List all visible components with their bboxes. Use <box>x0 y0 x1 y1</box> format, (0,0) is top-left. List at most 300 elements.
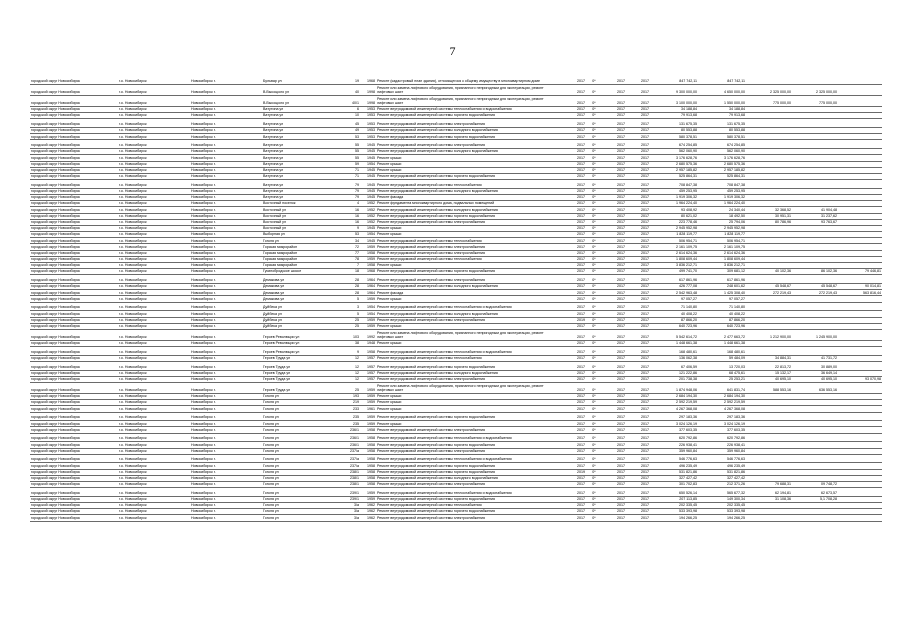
cell-street: Гоголя ул <box>262 491 342 497</box>
cell-settlement: г.о. Новосибирск <box>118 128 190 134</box>
cell-locality: Новосибирск г. <box>190 383 262 394</box>
cell-ys: 2017 <box>602 149 626 155</box>
cell-settlement: г.о. Новосибирск <box>118 406 190 412</box>
cell-v1: 40 408,22 <box>698 311 746 317</box>
cell-v1: 562 060,90 <box>698 149 746 155</box>
cell-ys: 2017 <box>602 173 626 179</box>
cell-y1: 2017 <box>556 201 586 207</box>
cell-year: 1958 <box>360 350 376 356</box>
cell-district: городской округ Новосибирск <box>30 284 118 290</box>
cell-district: городской округ Новосибирск <box>30 128 118 134</box>
table-row <box>30 329 882 340</box>
cell-work: Ремонт или замена лифтового оборудования, признанного непригодным для эксплуатации, ремонт лифтовых шахт <box>376 329 556 340</box>
cell-total: 80 621,02 <box>650 213 698 219</box>
cell-y1: 2017 <box>556 305 586 311</box>
cell-total: 640 723,96 <box>650 323 698 329</box>
cell-street: Восточный ул <box>262 207 342 213</box>
cell-total: 847 742,11 <box>650 74 698 85</box>
cell-v1: 1 964 224,40 <box>698 201 746 207</box>
cell-v1: 80 553,88 <box>698 128 746 134</box>
cell-v1: 617 861,96 <box>698 278 746 284</box>
cell-locality: Новосибирск г. <box>190 394 262 400</box>
cell-y1: 2017 <box>556 436 586 442</box>
cell-v3: 45 548,67 <box>792 284 838 290</box>
cell-v1: 24 340,44 <box>698 207 746 213</box>
cell-total: 426 777,08 <box>650 284 698 290</box>
cell-locality: Новосибирск г. <box>190 311 262 317</box>
cell-district: городской округ Новосибирск <box>30 496 118 502</box>
cell-street: Гоголя ул <box>262 238 342 244</box>
cell-year: 1953 <box>360 107 376 113</box>
cell-v2: 775 000,00 <box>746 96 792 107</box>
cell-ye: 2017 <box>626 244 650 250</box>
cell-flag: 0* <box>586 284 602 290</box>
cell-total: 359 960,84 <box>650 448 698 454</box>
cell-district: городской округ Новосибирск <box>30 503 118 509</box>
cell-v3: 41 731,72 <box>792 355 838 361</box>
cell-y1: 2017 <box>556 296 586 302</box>
cell-year: 1945 <box>360 238 376 244</box>
cell-locality: Новосибирск г. <box>190 448 262 454</box>
cell-v1: 4 650 000,00 <box>698 85 746 96</box>
cell-total: 9 300 000,00 <box>650 85 698 96</box>
cell-total: 80 553,88 <box>650 128 698 134</box>
cell-total: 2 161 109,75 <box>650 244 698 250</box>
cell-work: Ремонт внутридомовой инженерной системы горячего водоснабжения <box>376 442 556 448</box>
cell-ye: 2017 <box>626 269 650 275</box>
cell-settlement: г.о. Новосибирск <box>118 225 190 231</box>
cell-locality: Новосибирск г. <box>190 317 262 323</box>
cell-y1: 2017 <box>556 213 586 219</box>
cell-ys: 2017 <box>602 122 626 128</box>
cell-ye: 2017 <box>626 155 650 161</box>
cell-flag: 0* <box>586 256 602 262</box>
cell-ys: 2017 <box>602 194 626 200</box>
cell-ys: 2017 <box>602 278 626 284</box>
cell-locality: Новосибирск г. <box>190 305 262 311</box>
cell-settlement: г.о. Новосибирск <box>118 481 190 487</box>
cell-locality: Новосибирск г. <box>190 406 262 412</box>
cell-district: городской округ Новосибирск <box>30 167 118 173</box>
cell-street: Ватутина ул <box>262 134 342 140</box>
cell-house: 5 <box>342 311 360 317</box>
cell-street: Ватутина ул <box>262 128 342 134</box>
cell-ye: 2017 <box>626 219 650 225</box>
cell-district: городской округ Новосибирск <box>30 311 118 317</box>
cell-y1: 2017 <box>556 340 586 346</box>
cell-ys: 2017 <box>602 219 626 225</box>
cell-v3: 93 763,67 <box>792 219 838 225</box>
cell-y1: 2017 <box>556 134 586 140</box>
cell-locality: Новосибирск г. <box>190 183 262 189</box>
cell-flag: 0* <box>586 296 602 302</box>
cell-settlement: г.о. Новосибирск <box>118 469 190 475</box>
cell-street: Гоголя ул <box>262 406 342 412</box>
cell-total: 71 140,80 <box>650 305 698 311</box>
cell-v1: 1 448 661,38 <box>698 340 746 346</box>
cell-locality: Новосибирск г. <box>190 469 262 475</box>
cell-ye: 2017 <box>626 323 650 329</box>
cell-work: Ремонт внутридомовой инженерной системы теплоснабжения <box>376 183 556 189</box>
cell-v2: 80 786,96 <box>746 219 792 225</box>
cell-district: городской округ Новосибирск <box>30 448 118 454</box>
cell-y1: 2017 <box>556 329 586 340</box>
cell-work: Ремонт внутридомовой инженерной системы теплоснабжения <box>376 503 556 509</box>
cell-district: городской округ Новосибирск <box>30 317 118 323</box>
cell-flag: 0* <box>586 329 602 340</box>
cell-street: Демакова ул <box>262 278 342 284</box>
cell-ys: 2017 <box>602 74 626 85</box>
cell-locality: Новосибирск г. <box>190 263 262 269</box>
cell-year: 1959 <box>360 421 376 427</box>
cell-y1: 2017 <box>556 421 586 427</box>
cell-work: Ремонт крыши <box>376 406 556 412</box>
cell-ys: 2017 <box>602 128 626 134</box>
cell-year: 1962 <box>360 503 376 509</box>
cell-year: 1952 <box>360 201 376 207</box>
cell-v1: 4 267 368,08 <box>698 406 746 412</box>
cell-ys: 2017 <box>602 107 626 113</box>
cell-y1: 2017 <box>556 278 586 284</box>
cell-locality: Новосибирск г. <box>190 269 262 275</box>
cell-district: городской округ Новосибирск <box>30 415 118 421</box>
cell-work: Ремонт внутридомовой инженерной системы теплоснабжения <box>376 256 556 262</box>
cell-work: Ремонт внутридомовой инженерной системы горячего водоснабжения <box>376 134 556 140</box>
cell-flag: 0* <box>586 207 602 213</box>
cell-v3 <box>792 515 838 521</box>
cell-year: 1962 <box>360 515 376 521</box>
cell-locality: Новосибирск г. <box>190 232 262 238</box>
cell-street: Дуйбека ул <box>262 305 342 311</box>
cell-district: городской округ Новосибирск <box>30 394 118 400</box>
cell-ys: 2017 <box>602 376 626 382</box>
cell-ys: 2017 <box>602 442 626 448</box>
cell-v1: 2 945 952,98 <box>698 225 746 231</box>
cell-settlement: г.о. Новосибирск <box>118 515 190 521</box>
cell-house: 59 <box>342 161 360 167</box>
cell-locality: Новосибирск г. <box>190 323 262 329</box>
cell-work: Ремонт внутридомовой инженерной системы теплоснабжения <box>376 355 556 361</box>
cell-district: городской округ Новосибирск <box>30 515 118 521</box>
cell-flag: 0* <box>586 213 602 219</box>
cell-house: 53 <box>342 232 360 238</box>
cell-v1: 68 475,61 <box>698 370 746 376</box>
cell-flag: 0* <box>586 448 602 454</box>
cell-district: городской округ Новосибирск <box>30 134 118 140</box>
cell-year: 1959 <box>360 323 376 329</box>
cell-settlement: г.о. Новосибирск <box>118 263 190 269</box>
cell-flag: 0* <box>586 263 602 269</box>
cell-flag: 0* <box>586 173 602 179</box>
cell-street: Восточный ул <box>262 219 342 225</box>
cell-settlement: г.о. Новосибирск <box>118 323 190 329</box>
cell-v1: 640 723,96 <box>698 323 746 329</box>
cell-house: 25 <box>342 323 360 329</box>
cell-year: 1957 <box>360 370 376 376</box>
cell-v1: 2 477 663,72 <box>698 329 746 340</box>
cell-work: Ремонт внутридомовой инженерной системы горячего водоснабжения <box>376 269 556 275</box>
cell-ye: 2017 <box>626 481 650 487</box>
cell-street: Ватутина ул <box>262 167 342 173</box>
cell-work: Ремонт внутридомовой инженерной системы электроснабжения <box>376 250 556 256</box>
cell-ye: 2017 <box>626 305 650 311</box>
cell-settlement: г.о. Новосибирск <box>118 85 190 96</box>
cell-y1: 2017 <box>556 457 586 463</box>
cell-house: 78 <box>342 256 360 262</box>
cell-v2: 272 219,43 <box>746 290 792 296</box>
cell-flag: 0* <box>586 225 602 231</box>
cell-ys: 2017 <box>602 503 626 509</box>
cell-v1: 2 957 185,82 <box>698 167 746 173</box>
cell-ye: 2017 <box>626 475 650 481</box>
cell-v1: 1 425 308,40 <box>698 290 746 296</box>
cell-total: 2 592 219,59 <box>650 400 698 406</box>
cell-ys: 2017 <box>602 269 626 275</box>
cell-ye: 2017 <box>626 463 650 469</box>
cell-street: В.Высоцкого ул <box>262 96 342 107</box>
cell-flag: 0* <box>586 317 602 323</box>
cell-v1: 79 913,68 <box>698 113 746 119</box>
cell-y1: 2017 <box>556 122 586 128</box>
cell-v1: 25 794,06 <box>698 219 746 225</box>
cell-house: 237/а <box>342 457 360 463</box>
cell-flag: 0* <box>586 311 602 317</box>
cell-v1: 1 808 609,44 <box>698 256 746 262</box>
cell-v4 <box>838 85 882 96</box>
cell-total: 708 847,38 <box>650 183 698 189</box>
cell-work: Ремонт внутридомовой инженерной системы электроснабжения <box>376 122 556 128</box>
cell-ys: 2017 <box>602 96 626 107</box>
cell-total: 40 408,22 <box>650 311 698 317</box>
cell-ys: 2017 <box>602 457 626 463</box>
cell-year: 1959 <box>360 296 376 302</box>
cell-y1: 2017 <box>556 355 586 361</box>
cell-ye: 2017 <box>626 427 650 433</box>
cell-ye: 2017 <box>626 183 650 189</box>
cell-district: городской округ Новосибирск <box>30 122 118 128</box>
cell-settlement: г.о. Новосибирск <box>118 290 190 296</box>
cell-v2: 15 132,17 <box>746 370 792 376</box>
cell-y1: 2017 <box>556 256 586 262</box>
cell-year: 1968 <box>360 269 376 275</box>
cell-v4 <box>838 515 882 521</box>
cell-year: 1958 <box>360 250 376 256</box>
cell-year: 1945 <box>360 194 376 200</box>
cell-ys: 2017 <box>602 155 626 161</box>
cell-ye: 2017 <box>626 491 650 497</box>
cell-year: 1945 <box>360 173 376 179</box>
cell-street: Дуйбека ул <box>262 317 342 323</box>
cell-v2: 62 194,81 <box>746 491 792 497</box>
cell-flag: 0* <box>586 122 602 128</box>
cell-ye: 2017 <box>626 400 650 406</box>
cell-flag: 0* <box>586 305 602 311</box>
cell-total: 2 684 194,30 <box>650 394 698 400</box>
cell-ys: 2017 <box>602 491 626 497</box>
cell-locality: Новосибирск г. <box>190 134 262 140</box>
cell-locality: Новосибирск г. <box>190 296 262 302</box>
cell-ye: 2017 <box>626 284 650 290</box>
cell-ye: 2017 <box>626 122 650 128</box>
cell-settlement: г.о. Новосибирск <box>118 448 190 454</box>
cell-flag: 0* <box>586 161 602 167</box>
cell-y1: 2017 <box>556 323 586 329</box>
cell-street: Восточный ул <box>262 225 342 231</box>
cell-v1: 168 480,61 <box>698 350 746 356</box>
cell-work: Ремонт внутридомовой инженерной системы холодного водоснабжения <box>376 475 556 481</box>
cell-house: 9 <box>342 350 360 356</box>
cell-street: Дуйбека ул <box>262 323 342 329</box>
cell-flag: 0* <box>586 406 602 412</box>
cell-v1: 1 919 306,32 <box>698 194 746 200</box>
cell-ye: 2017 <box>626 134 650 140</box>
cell-year: 1961 <box>360 406 376 412</box>
cell-y1: 2017 <box>556 113 586 119</box>
cell-flag: 0* <box>586 427 602 433</box>
cell-settlement: г.о. Новосибирск <box>118 188 190 194</box>
cell-locality: Новосибирск г. <box>190 213 262 219</box>
cell-district: городской округ Новосибирск <box>30 107 118 113</box>
cell-year: 1952 <box>360 213 376 219</box>
cell-ys: 2017 <box>602 143 626 149</box>
cell-district: городской округ Новосибирск <box>30 173 118 179</box>
cell-v1: 212 371,26 <box>698 481 746 487</box>
cell-total: 496 235,49 <box>650 463 698 469</box>
cell-house: 238/1 <box>342 481 360 487</box>
cell-v3: 636 553,16 <box>792 383 838 394</box>
cell-house: 9 <box>342 225 360 231</box>
cell-y1: 2017 <box>556 128 586 134</box>
cell-ys: 2017 <box>602 370 626 376</box>
cell-ys: 2017 <box>602 469 626 475</box>
cell-house: 34 <box>342 238 360 244</box>
cell-ye: 2017 <box>626 256 650 262</box>
cell-total: 620 792,86 <box>650 436 698 442</box>
cell-y1: 2017 <box>556 376 586 382</box>
cell-locality: Новосибирск г. <box>190 85 262 96</box>
cell-district: городской округ Новосибирск <box>30 269 118 275</box>
cell-year: 1959 <box>360 256 376 262</box>
cell-v2: 45 548,67 <box>746 284 792 290</box>
cell-locality: Новосибирск г. <box>190 340 262 346</box>
cell-v2: 40 695,10 <box>746 376 792 382</box>
cell-total: 1 874 948,06 <box>650 383 698 394</box>
cell-year: 1958 <box>360 263 376 269</box>
cell-settlement: г.о. Новосибирск <box>118 250 190 256</box>
cell-settlement: г.о. Новосибирск <box>118 350 190 356</box>
cell-v3: 1 245 900,00 <box>792 329 838 340</box>
cell-v3: 36 649,14 <box>792 370 838 376</box>
cell-total: 562 060,90 <box>650 149 698 155</box>
cell-flag: 0* <box>586 394 602 400</box>
cell-year: 1953 <box>360 122 376 128</box>
cell-flag: 0* <box>586 370 602 376</box>
cell-flag: 0* <box>586 201 602 207</box>
cell-v1: 2 592 219,59 <box>698 400 746 406</box>
cell-district: городской округ Новосибирск <box>30 463 118 469</box>
cell-locality: Новосибирск г. <box>190 457 262 463</box>
cell-ys: 2017 <box>602 263 626 269</box>
cell-flag: 0* <box>586 355 602 361</box>
cell-ys: 2017 <box>602 250 626 256</box>
cell-flag: 0* <box>586 364 602 370</box>
cell-work: Ремонт внутридомовой инженерной системы теплоснабжения и водоснабжения <box>376 457 556 463</box>
cell-year: 1953 <box>360 128 376 134</box>
cell-house: 55 <box>342 143 360 149</box>
cell-y1: 2017 <box>556 448 586 454</box>
cell-settlement: г.о. Новосибирск <box>118 161 190 167</box>
cell-ye: 2017 <box>626 329 650 340</box>
cell-year: 1945 <box>360 155 376 161</box>
cell-v2: 22 813,72 <box>746 364 792 370</box>
cell-v1: 248 601,62 <box>698 284 746 290</box>
table-row <box>30 96 882 107</box>
cell-ys: 2017 <box>602 85 626 96</box>
cell-v1: 708 847,38 <box>698 183 746 189</box>
cell-year: 1964 <box>360 278 376 284</box>
cell-year: 1958 <box>360 469 376 475</box>
cell-v2 <box>746 74 792 85</box>
cell-work: Ремонт внутридомовой инженерной системы теплоснабжения и водоснабжения <box>376 305 556 311</box>
cell-house: 3/а <box>342 509 360 515</box>
cell-year: 1958 <box>360 442 376 448</box>
cell-flag: 0* <box>586 244 602 250</box>
cell-district: городской округ Новосибирск <box>30 143 118 149</box>
cell-ye: 2017 <box>626 442 650 448</box>
cell-year: 1958 <box>360 427 376 433</box>
cell-house: 12 <box>342 355 360 361</box>
table-row <box>30 85 882 96</box>
cell-ye: 2017 <box>626 225 650 231</box>
cell-v1: 309 681,12 <box>698 269 746 275</box>
cell-ye: 2017 <box>626 238 650 244</box>
cell-ye: 2017 <box>626 469 650 475</box>
table-row <box>30 383 882 394</box>
cell-ys: 2017 <box>602 290 626 296</box>
cell-district: городской округ Новосибирск <box>30 201 118 207</box>
cell-ys: 2017 <box>602 427 626 433</box>
cell-locality: Новосибирск г. <box>190 96 262 107</box>
cell-v3: 86 102,36 <box>792 269 838 275</box>
cell-street: Демакова ул <box>262 290 342 296</box>
table-row <box>30 74 882 85</box>
cell-total: 297 183,36 <box>650 415 698 421</box>
cell-street: Гоголя ул <box>262 448 342 454</box>
cell-street: Гоголя ул <box>262 421 342 427</box>
cell-ye: 2017 <box>626 436 650 442</box>
cell-house: 3 <box>342 305 360 311</box>
cell-v2: 30 951,31 <box>746 213 792 219</box>
cell-flag: 0* <box>586 250 602 256</box>
cell-ye: 2017 <box>626 496 650 502</box>
cell-house: 45 <box>342 122 360 128</box>
cell-total: 121 222,86 <box>650 370 698 376</box>
cell-ye: 2017 <box>626 509 650 515</box>
cell-flag: 0* <box>586 107 602 113</box>
cell-settlement: г.о. Новосибирск <box>118 503 190 509</box>
cell-year: 1959 <box>360 415 376 421</box>
cell-y1: 2017 <box>556 463 586 469</box>
cell-ye: 2017 <box>626 421 650 427</box>
cell-work: Ремонт внутридомовой инженерной системы горячего водоснабжения <box>376 496 556 502</box>
cell-settlement: г.о. Новосибирск <box>118 355 190 361</box>
cell-v4 <box>838 96 882 107</box>
cell-district: городской округ Новосибирск <box>30 436 118 442</box>
cell-house: 18 <box>342 269 360 275</box>
cell-district: городской округ Новосибирск <box>30 481 118 487</box>
cell-year: 1998 <box>360 85 376 96</box>
cell-settlement: г.о. Новосибирск <box>118 400 190 406</box>
